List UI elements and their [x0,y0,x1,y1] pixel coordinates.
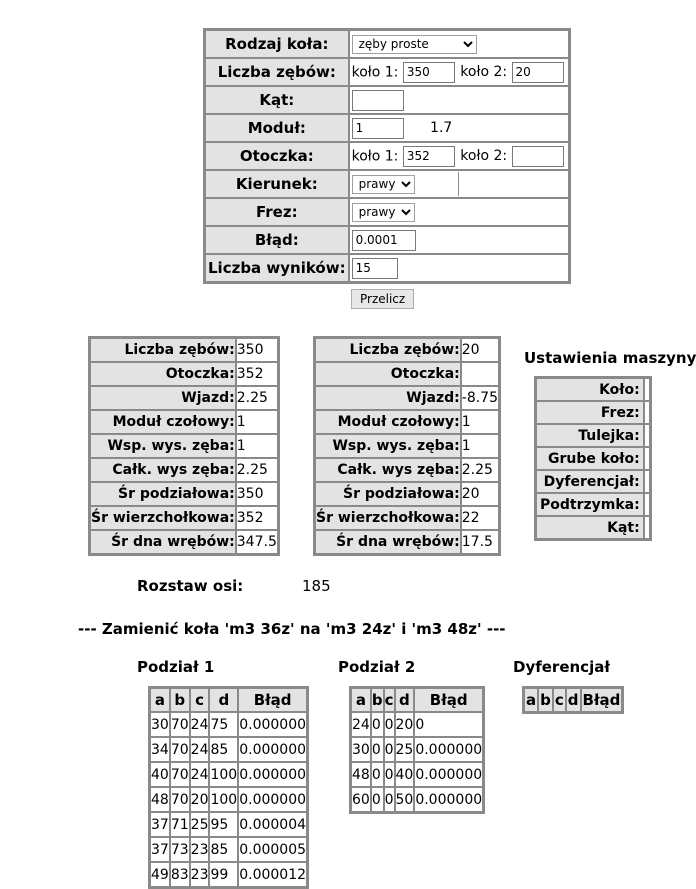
label-sr-dna: Śr dna wrębów: [90,530,236,554]
label-calk-wys: Całk. wys zęba: [315,458,461,482]
label-wjazd: Wjazd: [90,386,236,410]
gear2-modul-czolowy: 1 [461,410,499,434]
maszyna-dyferencjal-label: Dyferencjał: [536,470,644,493]
table-cell: 0.000000 [238,712,307,737]
gear1-sr-podz: 350 [236,482,278,506]
column-header: c [553,688,566,712]
table-cell: 0.000012 [238,862,307,887]
table-cell: 25 [190,812,210,837]
maszyna-tulejka-value [644,424,650,447]
table-cell: 49 [150,862,170,887]
table-cell: 0.000000 [238,762,307,787]
table-cell: 0 [384,762,395,787]
column-header: d [395,688,415,712]
table-cell: 85 [209,837,238,862]
gear2-wsp-wys: 1 [461,434,499,458]
gear1-sr-wierz: 352 [236,506,278,530]
table-cell: 50 [395,787,415,812]
label-sr-dna: Śr dna wrębów: [315,530,461,554]
kolo2-teeth-input[interactable] [512,62,564,83]
label-wsp-wys: Wsp. wys. zęba: [315,434,461,458]
rodzaj-select[interactable] [352,35,477,54]
gear2-results [313,336,501,556]
rodzaj-label: Rodzaj koła: [205,30,349,58]
column-header: Błąd [414,688,483,712]
blad-input[interactable] [352,230,416,251]
table-cell: 20 [395,712,415,737]
maszyna-tulejka-label: Tulejka: [536,424,644,447]
table-cell: 0 [371,712,384,737]
table-row [351,787,483,812]
table-cell: 30 [351,737,371,762]
frez-select[interactable] [352,203,415,222]
gear1-sr-dna: 347.5 [236,530,278,554]
wyniki-input[interactable] [352,258,398,279]
table-cell: 24 [190,712,210,737]
table-cell: 40 [150,762,170,787]
table-cell: 23 [190,837,210,862]
column-header: a [351,688,371,712]
table-cell: 0.000000 [414,787,483,812]
label-sr-podz: Śr podziałowa: [90,482,236,506]
table-row [351,712,483,737]
table-cell: 0.000000 [414,737,483,762]
table-row [150,787,307,812]
label-liczba-zebow: Liczba zębów: [315,338,461,362]
table-cell: 0.000000 [238,737,307,762]
kat-label: Kąt: [205,86,349,114]
label-sr-podz: Śr podziałowa: [315,482,461,506]
column-header: b [170,688,190,712]
table-row [150,712,307,737]
modul-extra-value: 1.7 [430,120,453,136]
table-cell: 0 [384,737,395,762]
rozstaw-label: Rozstaw osi: [137,577,244,595]
label-calk-wys: Całk. wys zęba: [90,458,236,482]
label-otoczka: Otoczka: [315,362,461,386]
maszyna-podtrzymka-value [644,493,650,516]
table-cell: 0.000000 [414,762,483,787]
label-wsp-wys: Wsp. wys. zęba: [90,434,236,458]
table-cell: 99 [209,862,238,887]
wyniki-label: Liczba wyników: [205,254,349,282]
gear2-calk-wys: 2.25 [461,458,499,482]
table-cell: 30 [150,712,170,737]
label-wjazd: Wjazd: [315,386,461,410]
table-cell: 0.000005 [238,837,307,862]
gear2-sr-dna: 17.5 [461,530,499,554]
column-header: d [209,688,238,712]
label-modul-czolowy: Moduł czołowy: [315,410,461,434]
table-cell: 48 [351,762,371,787]
label-liczba-zebow: Liczba zębów: [90,338,236,362]
otoczka-kolo2-input[interactable] [512,146,564,167]
table-cell: 0.000004 [238,812,307,837]
table-cell: 70 [170,712,190,737]
table-cell: 100 [209,787,238,812]
gear1-wsp-wys: 1 [236,434,278,458]
zamien-message: --- Zamienić koła 'm3 36z' na 'm3 24z' i 'm3 48z' --- [78,620,506,638]
label-sr-wierz: Śr wierzchołkowa: [90,506,236,530]
maszyna-kat-label: Kąt: [536,516,644,539]
kierunek-select[interactable] [352,175,415,194]
table-cell: 34 [150,737,170,762]
otoczka-kolo2-label: koło 2: [460,148,508,164]
kierunek-label: Kierunek: [205,170,349,198]
maszyna-grube-value [644,447,650,470]
column-header: c [190,688,210,712]
kolo1-label: koło 1: [351,64,399,80]
table-cell: 73 [170,837,190,862]
maszyna-title: Ustawienia maszyny [524,349,696,367]
gear2-sr-podz: 20 [461,482,499,506]
maszyna-kat-value [644,516,650,539]
gear1-liczba-zebow: 350 [236,338,278,362]
table-cell: 24 [190,762,210,787]
table-cell: 100 [209,762,238,787]
table-cell: 0 [384,787,395,812]
podzial2-table [349,686,485,814]
column-header: b [371,688,384,712]
modul-input[interactable] [352,118,404,139]
settings-form [203,28,571,284]
table-cell: 70 [170,737,190,762]
otoczka-label: Otoczka: [205,142,349,170]
maszyna-kolo-label: Koło: [536,378,644,401]
label-modul-czolowy: Moduł czołowy: [90,410,236,434]
table-row [351,737,483,762]
column-header: a [150,688,170,712]
maszyna-frez-value [644,401,650,424]
table-cell: 85 [209,737,238,762]
table-cell: 40 [395,762,415,787]
label-sr-wierz: Śr wierzchołkowa: [315,506,461,530]
gear2-wjazd: -8.75 [461,386,499,410]
maszyna-grube-label: Grube koło: [536,447,644,470]
table-cell: 70 [170,762,190,787]
machine-settings-table [534,376,652,541]
table-cell: 25 [395,737,415,762]
column-header: c [384,688,395,712]
table-cell: 0 [384,712,395,737]
column-header: a [524,688,538,712]
table-cell: 75 [209,712,238,737]
table-cell: 23 [190,862,210,887]
kat-input[interactable] [352,90,404,111]
table-row [150,812,307,837]
table-cell: 20 [190,787,210,812]
blad-label: Błąd: [205,226,349,254]
table-cell: 0 [371,762,384,787]
zeby-label: Liczba zębów: [205,58,349,86]
table-cell: 95 [209,812,238,837]
gear2-liczba-zebow: 20 [461,338,499,362]
gear2-sr-wierz: 22 [461,506,499,530]
table-cell: 0 [371,737,384,762]
gear1-wjazd: 2.25 [236,386,278,410]
kolo1-teeth-input[interactable] [403,62,455,83]
table-row [150,862,307,887]
table-cell: 37 [150,837,170,862]
otoczka-kolo1-label: koło 1: [351,148,399,164]
column-header: Błąd [581,688,623,712]
otoczka-kolo1-input[interactable] [403,146,455,167]
table-cell: 71 [170,812,190,837]
table-row [150,762,307,787]
gear2-otoczka [461,362,499,386]
table-cell: 0 [371,787,384,812]
table-cell: 48 [150,787,170,812]
column-header: Błąd [238,688,307,712]
przelicz-button[interactable]: Przelicz [351,289,414,309]
frez-label: Frez: [205,198,349,226]
column-header: d [566,688,581,712]
maszyna-podtrzymka-label: Podtrzymka: [536,493,644,516]
table-cell: 37 [150,812,170,837]
table-row [150,737,307,762]
table-row [351,762,483,787]
table-cell: 24 [190,737,210,762]
column-header: b [538,688,553,712]
table-cell: 0.000000 [238,787,307,812]
podzial1-title: Podział 1 [137,658,215,676]
gear1-calk-wys: 2.25 [236,458,278,482]
kolo2-label: koło 2: [460,64,508,80]
table-cell: 0 [414,712,483,737]
dyferencjal-table [522,686,624,714]
maszyna-frez-label: Frez: [536,401,644,424]
dyferencjal-title: Dyferencjał [513,658,610,676]
table-cell: 70 [170,787,190,812]
table-cell: 83 [170,862,190,887]
podzial2-title: Podział 2 [338,658,416,676]
table-cell: 60 [351,787,371,812]
maszyna-dyferencjal-value [644,470,650,493]
table-cell: 24 [351,712,371,737]
maszyna-kolo-value [644,378,650,401]
gear1-modul-czolowy: 1 [236,410,278,434]
label-otoczka: Otoczka: [90,362,236,386]
gear1-otoczka: 352 [236,362,278,386]
gear1-results [88,336,280,556]
podzial1-table [148,686,309,889]
table-row [150,837,307,862]
rozstaw-value: 185 [302,577,331,595]
modul-label: Moduł: [205,114,349,142]
